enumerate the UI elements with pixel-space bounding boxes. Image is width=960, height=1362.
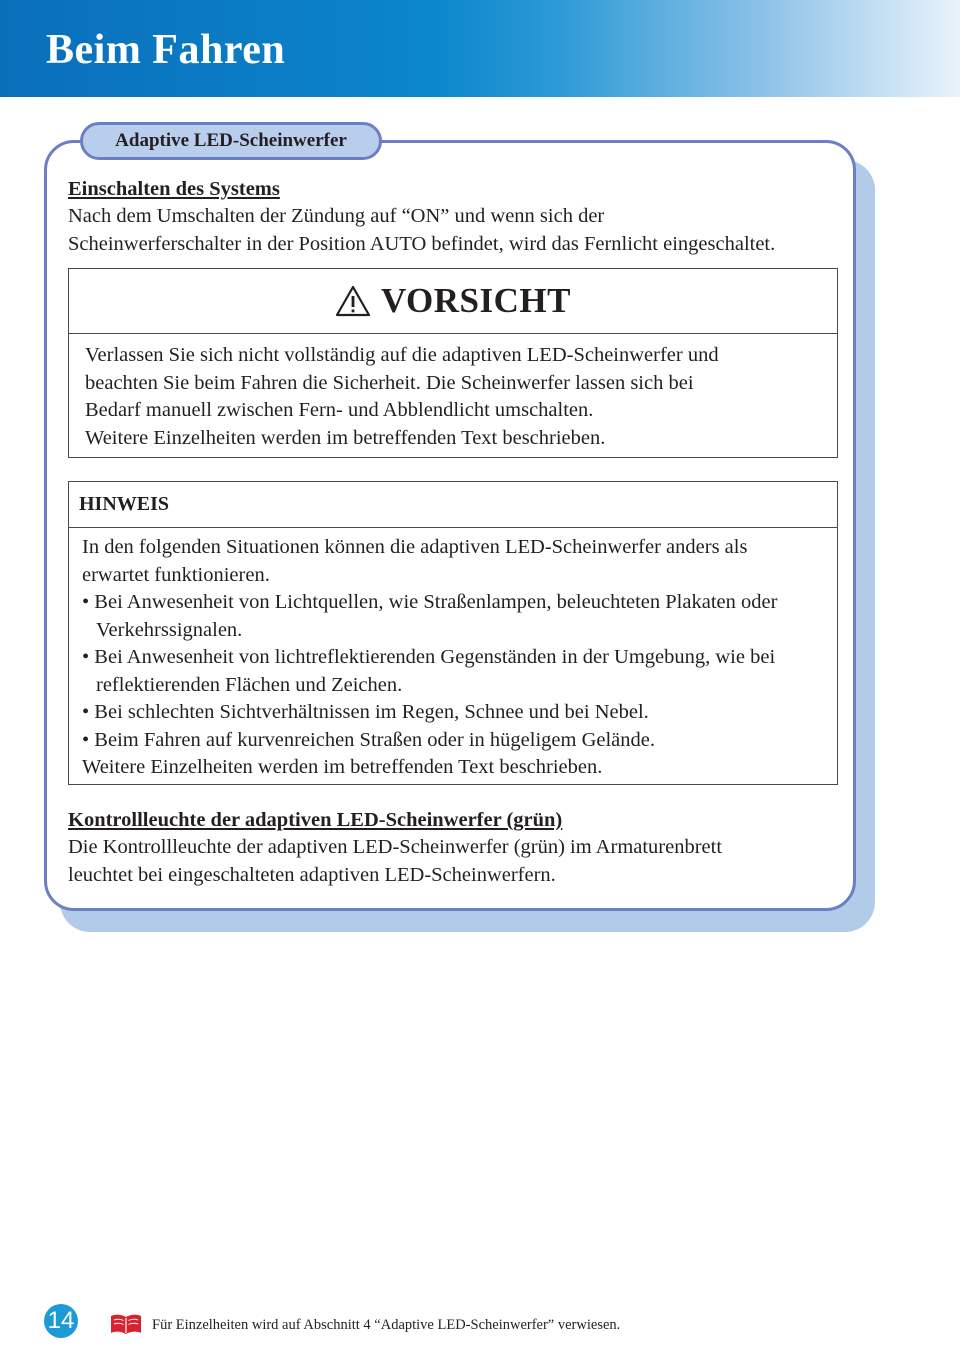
note-bullet: • Bei schlechten Sichtverhältnissen im Regen, Schnee und bei Nebel. bbox=[82, 701, 649, 723]
note-bullet: • Beim Fahren auf kurvenreichen Straßen oder in hügeligem Gelände. bbox=[82, 728, 656, 751]
indicator-text bbox=[68, 834, 722, 889]
note-header bbox=[69, 482, 837, 528]
switch-on-heading: Einschalten des Systems bbox=[68, 178, 280, 200]
caution-box bbox=[68, 268, 838, 458]
caution-header bbox=[69, 269, 837, 334]
note-intro-line: erwartet funktionieren. bbox=[82, 563, 270, 586]
note-body bbox=[69, 528, 837, 782]
indicator-heading: Kontrollleuchte der adaptiven LED-Scheinwerfer (grün) bbox=[68, 809, 563, 831]
caution-line: Verlassen Sie sich nicht vollständig auf die adaptiven LED-Scheinwerfer und bbox=[85, 344, 719, 366]
note-bullet: • Bei Anwesenheit von lichtreflektierenden Gegenständen in der Umgebung, wie bei reflektierenden Flächen und Zeichen. bbox=[82, 646, 776, 696]
caution-body bbox=[69, 334, 837, 452]
note-box bbox=[68, 481, 838, 785]
page-header bbox=[0, 0, 960, 97]
note-outro: Weitere Einzelheiten werden im betreffenden Text beschrieben. bbox=[82, 756, 603, 778]
switch-on-text bbox=[68, 203, 775, 258]
caution-line: Bedarf manuell zwischen Fern- und Abblendlicht umschalten. bbox=[85, 399, 594, 421]
section-tab bbox=[80, 122, 382, 160]
caution-title: VORSICHT bbox=[380, 281, 571, 320]
note-bullet: • Bei Anwesenheit von Lichtquellen, wie Straßenlampen, beleuchteten Plakaten oder Verkehrssignalen. bbox=[82, 591, 778, 641]
caution-line: Weitere Einzelheiten werden im betreffenden Text beschrieben. bbox=[85, 426, 606, 449]
footer-reference: Für Einzelheiten wird auf Abschnitt 4 “Adaptive LED-Scheinwerfer” verwiesen. bbox=[152, 1317, 621, 1333]
indicator-line: Die Kontrollleuchte der adaptiven LED-Scheinwerfer (grün) im Armaturenbrett bbox=[68, 836, 723, 858]
warning-triangle-icon bbox=[335, 285, 371, 317]
note-intro-line: In den folgenden Situationen können die adaptiven LED-Scheinwerfer anders als bbox=[82, 536, 748, 558]
switch-on-line: Scheinwerferschalter in der Position AUTO befindet, wird das Fernlicht eingeschaltet. bbox=[68, 232, 776, 255]
section-tab-label: Adaptive LED-Scheinwerfer bbox=[115, 130, 347, 151]
caution-line: beachten Sie beim Fahren die Sicherheit. Die Scheinwerfer lassen sich bei bbox=[85, 371, 694, 394]
book-icon bbox=[110, 1313, 142, 1335]
indicator-line: leuchtet bei eingeschalteten adaptiven LED-Scheinwerfern. bbox=[68, 863, 556, 886]
page-number: 14 bbox=[47, 1307, 75, 1334]
note-title: HINWEIS bbox=[79, 493, 170, 515]
page-number-badge bbox=[44, 1304, 78, 1338]
page-title: Beim Fahren bbox=[46, 27, 286, 73]
switch-on-line: Nach dem Umschalten der Zündung auf “ON” und wenn sich der bbox=[68, 205, 605, 227]
